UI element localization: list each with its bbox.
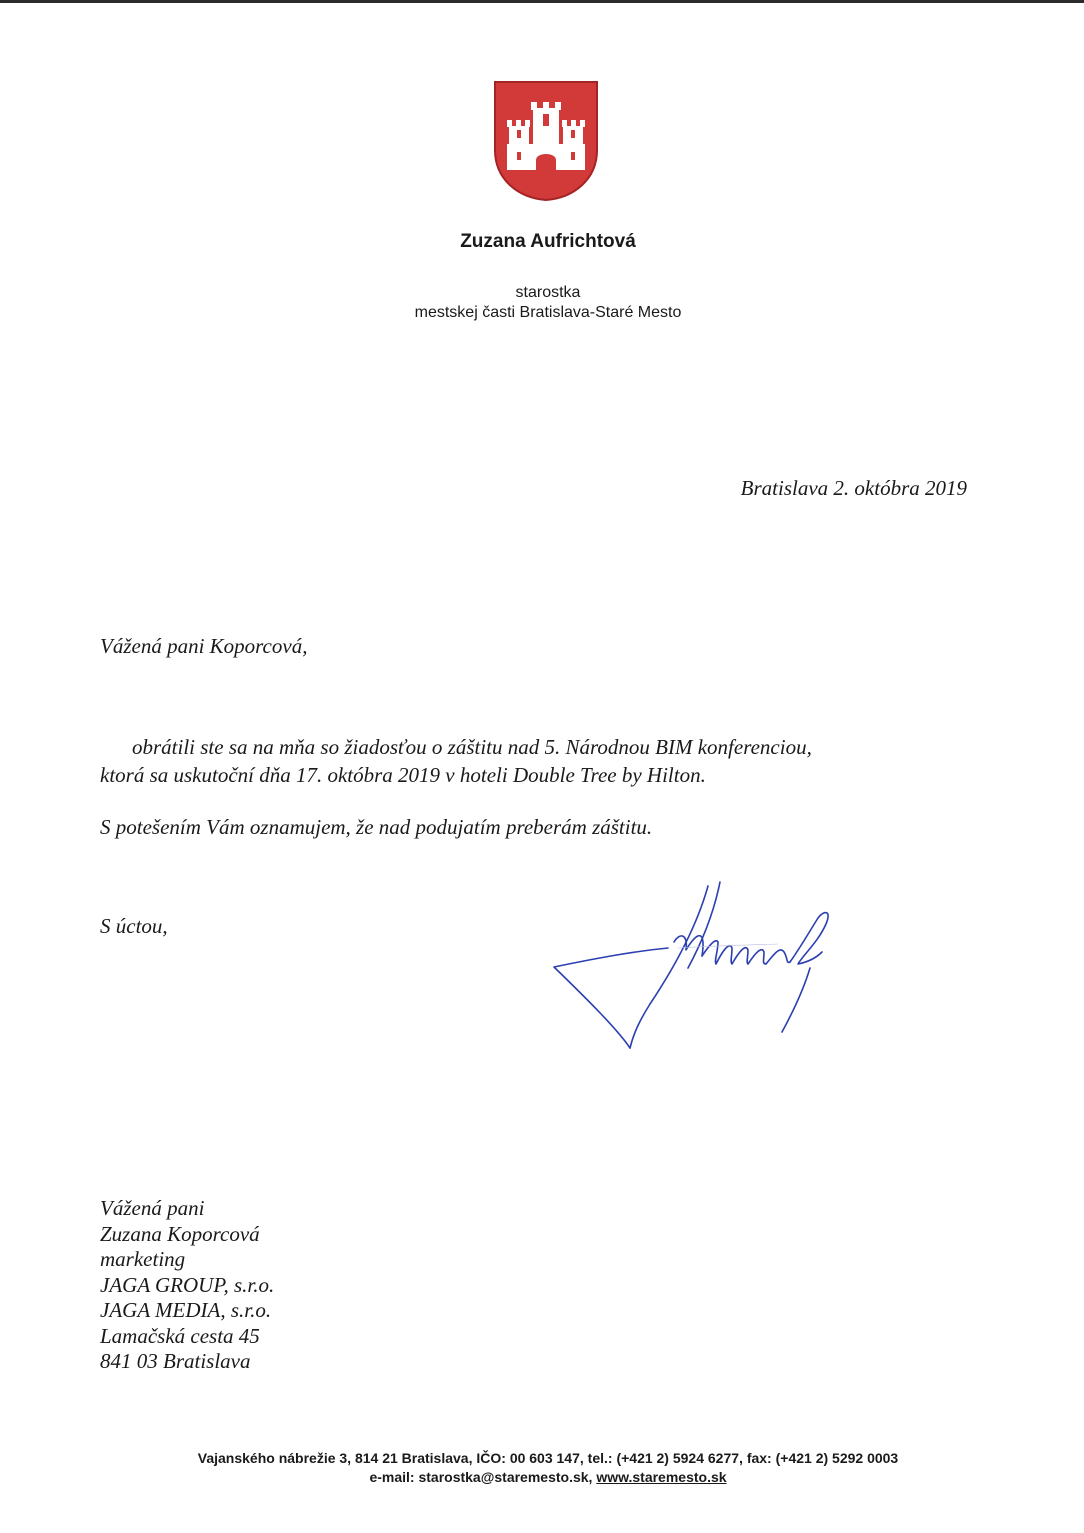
recipient-line: Zuzana Koporcová [100,1221,260,1246]
recipient-address [100,1196,274,1375]
footer-website-link[interactable]: www.staremesto.sk [596,1469,727,1485]
sender-role-title: starostka [515,284,581,301]
footer-contact [6,1449,1084,1487]
letter-date: Bratislava 2. októbra 2019 [740,476,967,500]
footer-email: e-mail: starostka@staremesto.sk, [369,1469,597,1485]
sender-role [6,283,1084,323]
paragraph-request-line-2: ktorá sa uskutoční dňa 17. októbra 2019 v hoteli Double Tree by Hilton. [100,763,706,787]
top-border-line [0,0,1084,3]
signature-icon [548,872,878,1057]
recipient-line: Vážená pani [100,1196,205,1220]
sender-role-office: mestskej časti Bratislava-Staré Mesto [414,304,682,321]
recipient-line: JAGA MEDIA, s.r.o. [100,1298,272,1322]
coat-of-arms-icon [493,80,599,202]
recipient-line: 841 03 Bratislava [100,1349,251,1373]
sender-name: Zuzana Aufrichtová [460,231,636,252]
recipient-line: Lamačská cesta 45 [100,1323,260,1348]
closing-phrase: S úctou, [100,914,168,938]
footer-address-line: Vajanského nábrežie 3, 814 21 Bratislava, IČO: 00 603 147, tel.: (+421 2) 5924 6277, fax: (+421 2) 5292 0003 [197,1450,899,1466]
recipient-line: marketing [100,1247,186,1271]
paragraph-acceptance: S potešením Vám oznamujem, že nad podujatím preberám záštitu. [100,815,653,839]
recipient-line: JAGA GROUP, s.r.o. [100,1272,275,1297]
footer-email-line [6,1468,1084,1487]
paragraph-request [100,733,1000,789]
paragraph-request-line-1: obrátili ste sa na mňa so žiadosťou o záštitu nad 5. Národnou BIM konferenciou, [132,735,812,759]
salutation: Vážená pani Koporcová, [100,634,308,658]
